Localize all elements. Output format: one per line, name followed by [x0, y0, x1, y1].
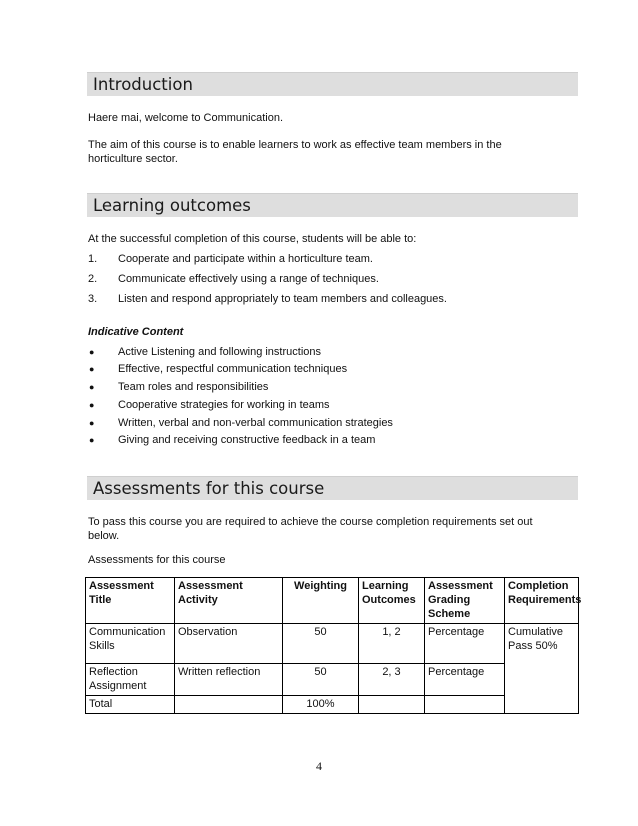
- assessments-intro-line1: To pass this course you are required to achieve the course completion requirements set out: [88, 516, 533, 528]
- table-cell: 100%: [283, 696, 359, 714]
- intro-welcome-text: Haere mai, welcome to Communication.: [88, 112, 284, 124]
- indicative-content-title: Indicative Content: [88, 326, 184, 338]
- outcome-text: Listen and respond appropriately to team members and colleagues.: [118, 293, 447, 305]
- table-cell: [359, 696, 425, 714]
- table-cell: 50: [283, 664, 359, 696]
- outcome-number: 1.: [88, 253, 98, 265]
- column-header: Assessment Title: [86, 578, 175, 624]
- indicative-item: Effective, respectful communication techniques: [118, 363, 348, 375]
- table-cell: Percentage: [425, 624, 505, 664]
- table-header-row: [86, 578, 579, 624]
- section-heading-learning-outcomes: Learning outcomes: [87, 193, 578, 217]
- bullet-icon: ●: [89, 347, 95, 357]
- indicative-item: Giving and receiving constructive feedback in a team: [118, 434, 376, 446]
- table-cell: Reflection Assignment: [86, 664, 175, 696]
- table-row: [86, 624, 579, 664]
- table-cell: 1, 2: [359, 624, 425, 664]
- assessments-intro-line2: below.: [88, 530, 120, 542]
- section-heading-assessments: Assessments for this course: [87, 476, 578, 500]
- table-cell: 50: [283, 624, 359, 664]
- intro-aim-text-line2: horticulture sector.: [88, 153, 178, 165]
- bullet-icon: ●: [89, 400, 95, 410]
- assessments-table-caption: Assessments for this course: [88, 554, 226, 566]
- column-header: Learning Outcomes: [359, 578, 425, 624]
- section-heading-introduction: Introduction: [87, 72, 578, 96]
- outcome-text: Cooperate and participate within a horticulture team.: [118, 253, 373, 265]
- bullet-icon: ●: [89, 382, 95, 392]
- intro-aim-text-line1: The aim of this course is to enable learners to work as effective team members in the: [88, 139, 502, 151]
- bullet-icon: ●: [89, 435, 95, 445]
- assessments-table: [85, 577, 582, 714]
- page-number: 4: [316, 759, 322, 773]
- outcome-number: 2.: [88, 273, 98, 285]
- table-cell: 2, 3: [359, 664, 425, 696]
- table-cell: Total: [86, 696, 175, 714]
- outcomes-lead-text: At the successful completion of this course, students will be able to:: [88, 233, 417, 245]
- outcome-text: Communicate effectively using a range of techniques.: [118, 273, 379, 285]
- table-cell: Observation: [175, 624, 283, 664]
- column-header: Weighting: [283, 578, 359, 624]
- indicative-item: Team roles and responsibilities: [118, 381, 269, 393]
- bullet-icon: ●: [89, 364, 95, 374]
- indicative-item: Cooperative strategies for working in teams: [118, 399, 330, 411]
- completion-requirements-cell: Cumulative Pass 50%: [505, 624, 579, 714]
- bullet-icon: ●: [89, 418, 95, 428]
- table-cell: [175, 696, 283, 714]
- table-cell: [425, 696, 505, 714]
- column-header: Completion Requirements: [505, 578, 579, 624]
- outcome-number: 3.: [88, 293, 98, 305]
- indicative-item: Written, verbal and non-verbal communication strategies: [118, 417, 393, 429]
- column-header: Assessment Grading Scheme: [425, 578, 505, 624]
- table-cell: Percentage: [425, 664, 505, 696]
- column-header: Assessment Activity: [175, 578, 283, 624]
- table-cell: Written reflection: [175, 664, 283, 696]
- indicative-item: Active Listening and following instructions: [118, 346, 322, 358]
- table-cell: Communication Skills: [86, 624, 175, 664]
